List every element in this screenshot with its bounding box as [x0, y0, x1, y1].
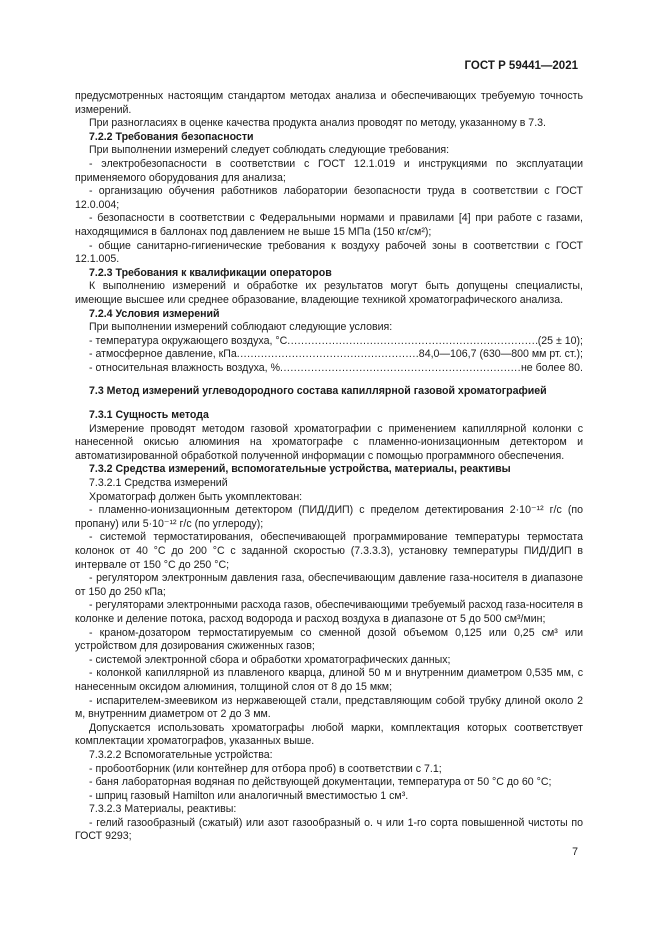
list-item: - испарителем-змеевиком из нержавеющей стали, представляющим собой трубку длиной около 2 м, внутренним диаметром от 2 до 3 мм. — [75, 694, 583, 721]
list-item: - пробоотборник (или контейнер для отбора проб) в соответствии с 7.1; — [89, 762, 442, 775]
list-item: - пламенно-ионизационным детектором (ПИД/ДИП) с пределом детектирования 2·10⁻¹² г/с (по пропану) или 5·10⁻¹² г/с (по углероду); — [75, 504, 583, 530]
paragraph: 7.3.2.1 Средства измерений — [89, 477, 228, 490]
paragraph: При выполнении измерений следует соблюдать следующие требования: — [89, 144, 450, 157]
leader-dots — [287, 335, 537, 349]
list-item: - безопасности в соответствии с Федеральными нормами и правилами [4] при работе с газами, находящимися в баллонах под давлением не выше 15 МПа (150 кг/см²); — [75, 212, 583, 238]
section-heading: 7.3.1 Сущность метода — [89, 409, 209, 422]
list-item: - системой термостатирования, обеспечивающей программирование температуры термостата колонок от 40 °С до 200 °С с заданной скоростью (7.3.3.3), установку температуры ПИД/ДИП в интервале от 150 °С до 250 °С; — [75, 531, 583, 571]
section-heading: 7.2.4 Условия измерений — [89, 307, 220, 320]
list-item: - колонкой капиллярной из плавленого кварца, длиной 50 м и внутренним диаметром 0,535 мм, с нанесенным оксидом алюминия, толщиной слоя от 8 до 15 мкм; — [75, 667, 583, 693]
list-item: - регулятором электронным давления газа, обеспечивающим давление газа-носителя в диапазоне от 150 до 250 кПа; — [75, 572, 583, 598]
paragraph: предусмотренных настоящим стандартом методах анализа и обеспечивающих требуемую точность измерений. — [75, 90, 583, 116]
page-number: 7 — [572, 846, 578, 858]
paragraph: 7.3.2.2 Вспомогательные устройства: — [89, 748, 273, 761]
paragraph: При разногласиях в оценке качества продукта анализ проводят по методу, указанному в 7.3. — [89, 117, 546, 130]
document-code: ГОСТ Р 59441—2021 — [464, 60, 578, 72]
list-item: - системой электронной сбора и обработки хроматографических данных; — [89, 653, 451, 666]
paragraph: Измерение проводят методом газовой хроматографии с применением капиллярной колонки с нанесенной окисью алюминия на хроматографе с пламенно-ионизационным детектором и автоматизированной обработкой полученной информации с помощью программного обеспечения. — [75, 422, 583, 462]
condition-row — [75, 362, 583, 376]
condition-value: (25 ± 10); — [537, 334, 583, 347]
section-heading: 7.3.2 Средства измерений, вспомогательные устройства, материалы, реактивы — [89, 463, 511, 476]
list-item: - общие санитарно-гигиенические требования к воздуху рабочей зоны в соответствии с ГОСТ 12.1.005. — [75, 239, 583, 266]
leader-dots — [280, 362, 521, 376]
condition-row — [75, 348, 583, 362]
list-item: - организацию обучения работников лаборатории безопасности труда в соответствии с ГОСТ 12.0.004; — [75, 185, 583, 211]
section-heading: 7.2.2 Требования безопасности — [89, 130, 254, 143]
list-item: - шприц газовый Hamilton или аналогичный вместимостью 1 см³. — [89, 789, 409, 802]
condition-value: не более 80. — [520, 361, 583, 374]
paragraph: К выполнению измерений и обработке их результатов могут быть допущены специалисты, имеющие высшее или среднее образование, владеющие техникой хроматографического анализа. — [75, 280, 583, 306]
paragraph: Допускается использовать хроматографы любой марки, комплектация которых соответствует комплектации хроматографов, указанных выше. — [75, 721, 583, 748]
condition-value: 84,0—106,7 (630—800 мм рт. ст.); — [418, 348, 583, 361]
paragraph: При выполнении измерений соблюдают следующие условия: — [89, 321, 393, 334]
section-heading: 7.2.3 Требования к квалификации операторов — [89, 266, 332, 279]
condition-label: - температура окружающего воздуха, °С — [89, 334, 288, 347]
paragraph: 7.3.2.3 Материалы, реактивы: — [89, 803, 237, 816]
condition-row — [75, 335, 583, 349]
document-body — [75, 90, 583, 844]
paragraph: Хроматограф должен быть укомплектован: — [89, 490, 303, 503]
leader-dots — [237, 348, 419, 362]
list-item: - баня лабораторная водяная по действующей документации, температура от 50 °С до 60 °С; — [89, 776, 552, 789]
list-item: - гелий газообразный (сжатый) или азот газообразный о. ч или 1-го сорта повышенной чистоты по ГОСТ 9293; — [75, 816, 583, 843]
condition-label: - относительная влажность воздуха, % — [89, 361, 280, 374]
list-item: - регуляторами электронными расхода газов, обеспечивающими требуемый расход газа-носителя в колонке и деление потока, расход водорода и расход воздуха в диапазоне от 5 до 500 см³/мин; — [75, 599, 583, 625]
condition-label: - атмосферное давление, кПа — [89, 348, 237, 361]
list-item: - электробезопасности в соответствии с ГОСТ 12.1.019 и инструкциями по эксплуатации применяемого оборудования для анализа; — [75, 157, 583, 184]
list-item: - краном-дозатором термостатируемым со сменной дозой объемом 0,125 или 0,25 см³ или устройством для дозирования сжиженных газов; — [75, 626, 583, 653]
chapter-heading: 7.3 Метод измерений углеводородного состава капиллярной газовой хроматографией — [89, 385, 547, 398]
